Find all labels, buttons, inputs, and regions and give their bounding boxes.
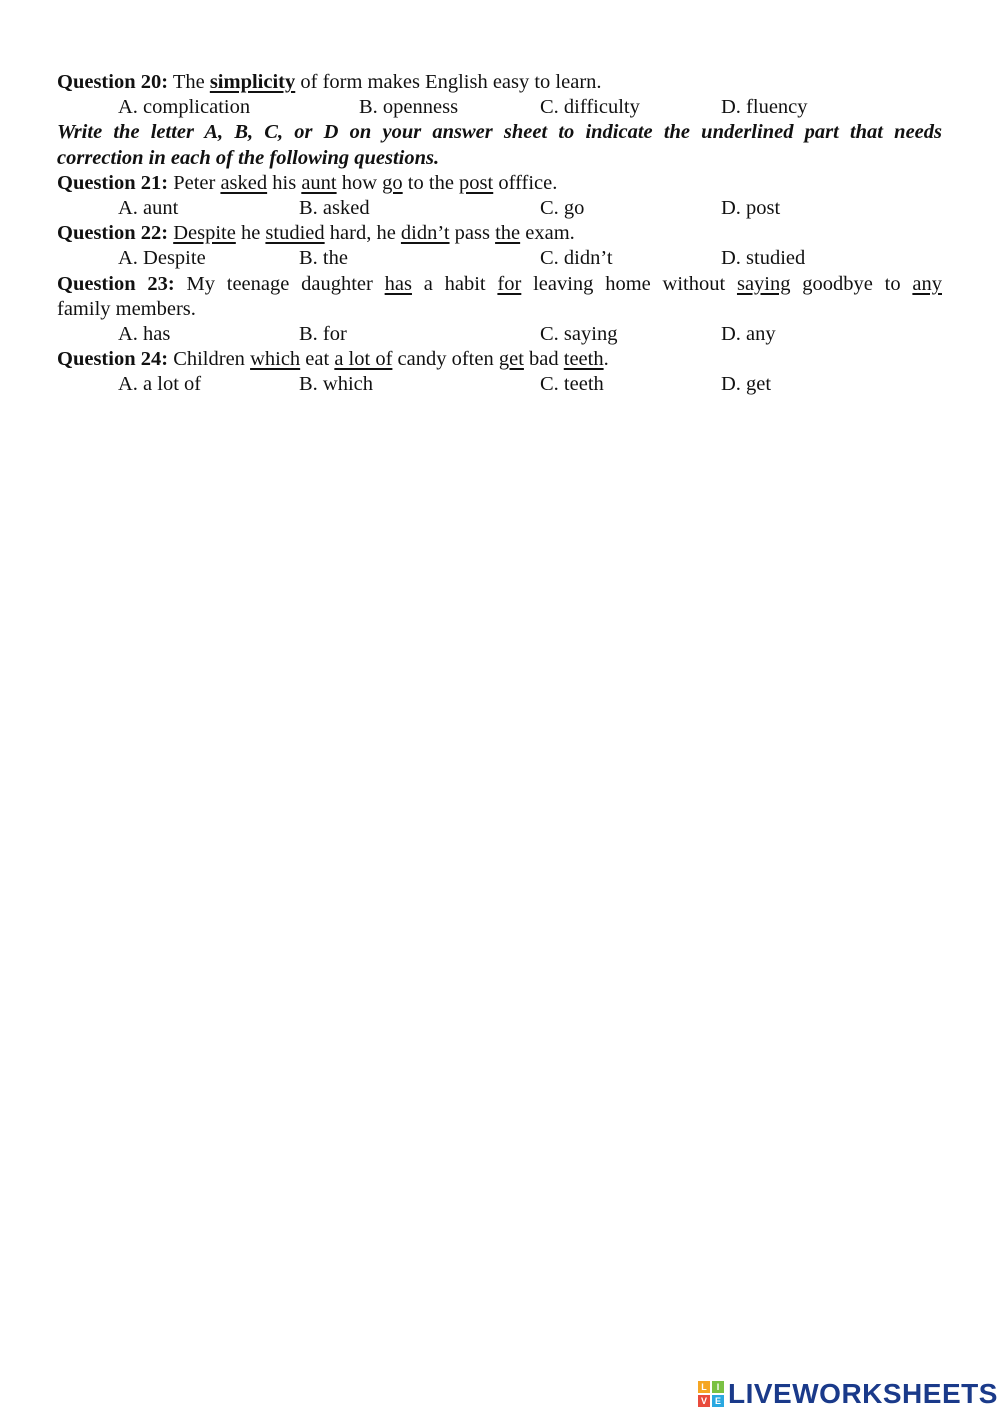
answer-options-23 xyxy=(57,322,942,347)
option-b[interactable]: B. for xyxy=(299,322,347,345)
option-d[interactable]: D. any xyxy=(721,322,776,345)
question-text: his xyxy=(267,171,302,194)
underlined-word: teeth xyxy=(563,348,604,371)
question-text: he xyxy=(235,222,266,245)
answer-options-24 xyxy=(57,372,942,397)
underlined-word: simplicity xyxy=(209,71,296,93)
logo-mark-letter: V xyxy=(698,1395,710,1407)
question-label: Question 24: xyxy=(57,348,169,371)
option-b[interactable]: B. which xyxy=(299,373,374,396)
question-22 xyxy=(57,221,942,246)
answer-options-21 xyxy=(57,196,942,221)
question-text: candy often xyxy=(392,348,499,371)
underlined-word: asked xyxy=(220,171,268,194)
question-text: hard, he xyxy=(324,222,401,245)
question-23 xyxy=(57,272,942,297)
question-text: goodbye to xyxy=(790,272,913,295)
liveworksheets-logo xyxy=(698,1378,998,1410)
logo-text: LIVEWORKSHEETS xyxy=(728,1378,998,1409)
question-20 xyxy=(57,70,942,95)
option-c[interactable]: C. didn’t xyxy=(540,247,613,270)
option-a[interactable]: A. aunt xyxy=(118,196,179,219)
option-d[interactable]: D. get xyxy=(721,373,772,396)
underlined-word: studied xyxy=(265,222,325,245)
option-c[interactable]: C. teeth xyxy=(540,373,604,396)
logo-mark-letter: E xyxy=(712,1395,724,1407)
option-c[interactable]: C. go xyxy=(540,196,585,219)
option-b[interactable]: B. asked xyxy=(299,196,370,219)
question-text: bad xyxy=(523,348,564,371)
option-b[interactable]: B. openness xyxy=(359,96,459,119)
option-b[interactable]: B. the xyxy=(299,247,348,270)
question-text: The xyxy=(168,71,210,93)
question-24 xyxy=(57,347,942,372)
underlined-word: which xyxy=(250,348,301,371)
question-text: offfice. xyxy=(493,171,558,194)
underlined-word: for xyxy=(497,272,522,295)
underlined-word: go xyxy=(382,171,403,194)
question-text: to the xyxy=(402,171,460,194)
question-21 xyxy=(57,171,942,196)
worksheet-page xyxy=(57,70,942,397)
question-23-continued: family members. xyxy=(57,297,196,320)
underlined-word: the xyxy=(495,222,521,245)
option-d[interactable]: D. studied xyxy=(721,247,806,270)
instruction-line-1: Write the letter A, B, C, or D on your answer sheet to indicate the underlined part that needs xyxy=(57,121,942,144)
underlined-word: get xyxy=(498,348,524,371)
question-label: Question 22: xyxy=(57,222,169,245)
question-text: . xyxy=(603,348,609,371)
question-label: Question 23: xyxy=(57,272,175,295)
question-label: Question 21: xyxy=(57,171,169,194)
question-text: how xyxy=(336,171,383,194)
logo-mark-icon xyxy=(698,1381,724,1407)
question-text: of form makes English easy to learn. xyxy=(295,71,602,93)
option-d[interactable]: D. post xyxy=(721,196,781,219)
question-text: exam. xyxy=(520,222,575,245)
answer-options-22 xyxy=(57,246,942,271)
answer-options-20 xyxy=(57,95,942,120)
logo-mark-letter: I xyxy=(712,1381,724,1393)
question-text: eat xyxy=(300,348,335,371)
question-text: pass xyxy=(449,222,496,245)
question-text: My teenage daughter xyxy=(174,272,385,295)
option-a[interactable]: A. a lot of xyxy=(118,373,202,396)
underlined-word: saying xyxy=(736,272,791,295)
instruction-line-2: correction in each of the following questions. xyxy=(57,146,440,169)
section-instruction xyxy=(57,120,942,170)
question-text: leaving home without xyxy=(521,272,737,295)
underlined-word: didn’t xyxy=(400,222,450,245)
underlined-word: post xyxy=(459,171,494,194)
underlined-word: aunt xyxy=(301,171,337,194)
option-c[interactable]: C. difficulty xyxy=(540,96,640,119)
question-text: a habit xyxy=(411,272,498,295)
underlined-word: a lot of xyxy=(334,348,393,371)
option-c[interactable]: C. saying xyxy=(540,322,618,345)
option-d[interactable]: D. fluency xyxy=(721,96,808,119)
question-text: Peter xyxy=(168,171,221,194)
question-label: Question 20: xyxy=(57,71,169,93)
underlined-word: Despite xyxy=(173,222,236,245)
logo-mark-letter: L xyxy=(698,1381,710,1393)
question-text: Children xyxy=(168,348,251,371)
underlined-word: any xyxy=(912,272,942,295)
option-a[interactable]: A. Despite xyxy=(118,247,206,270)
option-a[interactable]: A. complication xyxy=(118,96,251,119)
underlined-word: has xyxy=(384,272,412,295)
option-a[interactable]: A. has xyxy=(118,322,171,345)
